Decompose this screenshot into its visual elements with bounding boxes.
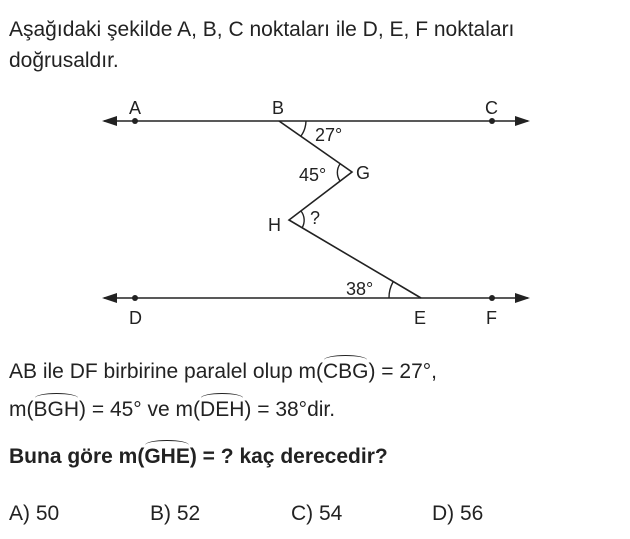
arc-bgh xyxy=(337,164,340,181)
angle-cbg: CBG xyxy=(322,360,369,383)
point-d xyxy=(132,295,138,301)
option-d[interactable]: D) 56 xyxy=(432,502,484,525)
angle-bgh: BGH xyxy=(33,398,80,421)
label-g: G xyxy=(356,163,371,183)
arc-deh xyxy=(389,282,393,298)
arrow-right-top xyxy=(515,116,530,126)
question-ask: Buna göre m(GHE) = ? kaç derecedir? xyxy=(9,445,388,468)
angle-label-bgh: 45° xyxy=(299,165,327,185)
label-c: C xyxy=(485,98,498,118)
arc-cbg xyxy=(301,121,306,136)
condition-line-2: m(BGH) = 45° ve m(DEH) = 38°dir. xyxy=(9,398,336,421)
label-a: A xyxy=(129,98,142,118)
path-bghe xyxy=(279,121,421,298)
arrow-left-bottom xyxy=(102,293,117,303)
label-e: E xyxy=(414,308,427,328)
point-f xyxy=(489,295,495,301)
label-h: H xyxy=(268,215,281,235)
angle-deh: DEH xyxy=(200,398,245,421)
arc-ghe xyxy=(301,211,304,228)
option-a[interactable]: A) 50 xyxy=(9,502,60,525)
point-a xyxy=(132,118,138,124)
arrow-right-bottom xyxy=(515,293,530,303)
question-line-1: Aşağıdaki şekilde A, B, C noktaları ile D, E, F noktaları xyxy=(9,18,515,41)
angle-label-deh: 38° xyxy=(346,279,374,299)
arrow-left-top xyxy=(102,116,117,126)
angle-ghe: GHE xyxy=(144,445,190,468)
label-d: D xyxy=(129,308,142,328)
label-b: B xyxy=(272,98,285,118)
option-c[interactable]: C) 54 xyxy=(291,502,343,525)
condition-line-1: AB ile DF birbirine paralel olup m(CBG) = 27°, xyxy=(9,360,438,383)
angle-label-ghe: ? xyxy=(310,208,321,228)
angle-label-cbg: 27° xyxy=(315,125,343,145)
label-f: F xyxy=(486,308,497,328)
point-c xyxy=(489,118,495,124)
option-b[interactable]: B) 52 xyxy=(150,502,201,525)
question-line-2: doğrusaldır. xyxy=(9,49,119,72)
